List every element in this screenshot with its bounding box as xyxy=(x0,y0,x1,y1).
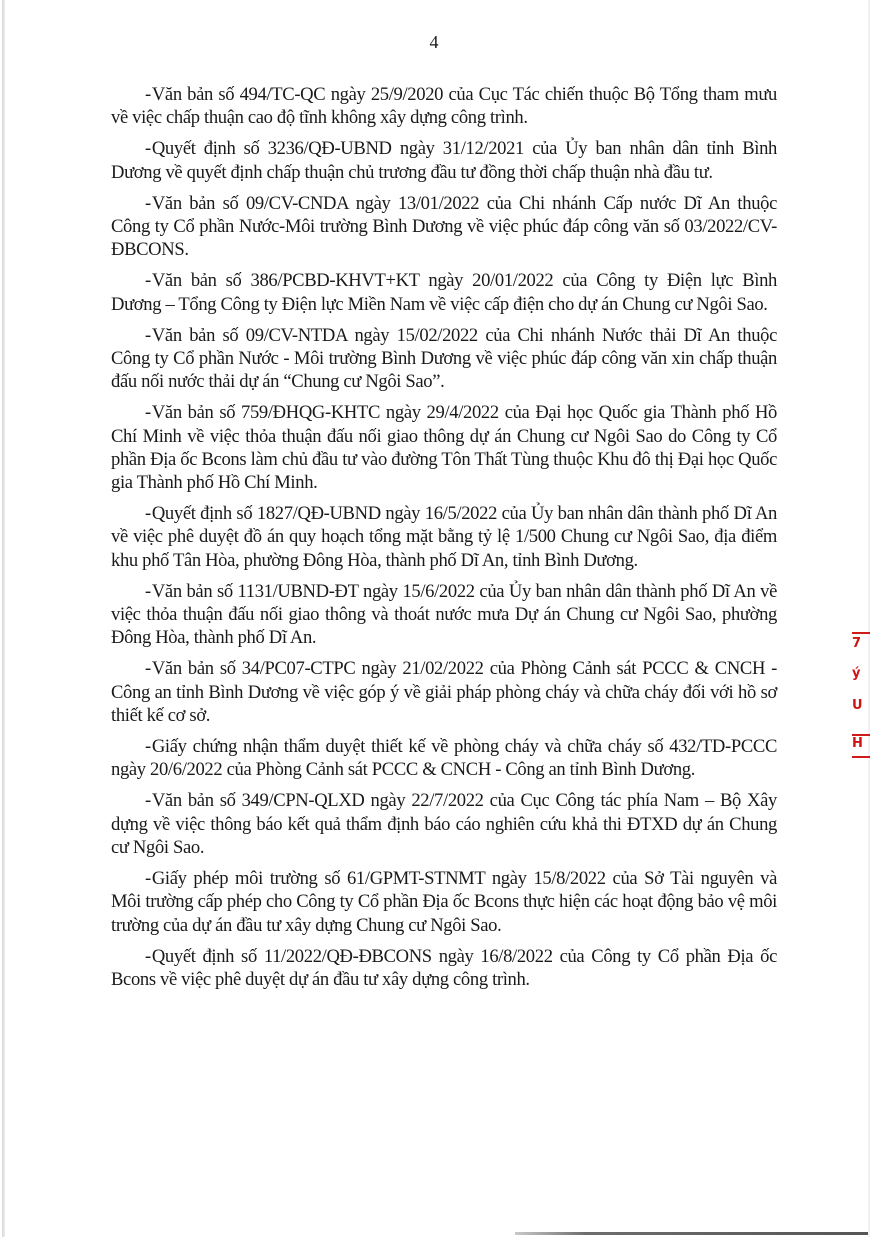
bullet-dash: - xyxy=(145,868,151,890)
bullet-dash: - xyxy=(145,790,151,812)
bullet-dash: - xyxy=(145,324,151,346)
paragraph-13 xyxy=(111,945,777,991)
bullet-dash: - xyxy=(145,658,151,680)
stamp-line xyxy=(852,756,870,758)
page-bottom-edge-shadow xyxy=(515,1232,868,1235)
paragraph-text: Quyết định số 3236/QĐ-UBND ngày 31/12/2021 của Ủy ban nhân dân tỉnh Bình Dương về quyết định chấp thuận chủ trương đầu tư đồng thời chấp thuận nhà đầu tư. xyxy=(111,138,777,183)
bullet-dash: - xyxy=(145,580,151,602)
stamp-glyph: H xyxy=(852,736,863,751)
bullet-dash: - xyxy=(145,138,151,160)
paragraph-text: Văn bản số 1131/UBND-ĐT ngày 15/6/2022 của Ủy ban nhân dân thành phố Dĩ An về việc thỏa thuận đấu nối giao thông và thoát nước mưa Dự án Chung cư Ngôi Sao, phường Đông Hòa, thành phố Dĩ An. xyxy=(111,580,777,649)
stamp-line xyxy=(852,632,870,634)
paragraph-text: Văn bản số 09/CV-NTDA ngày 15/02/2022 của Chi nhánh Nước thải Dĩ An thuộc Công ty Cổ phần Nước - Môi trường Bình Dương về việc phúc đáp công văn xin chấp thuận đấu nối nước thải dự án “Chung cư Ngôi Sao”. xyxy=(111,324,777,393)
bullet-dash: - xyxy=(145,270,151,292)
bullet-dash: - xyxy=(145,945,151,967)
paragraph-text: Văn bản số 09/CV-CNDA ngày 13/01/2022 của Chi nhánh Cấp nước Dĩ An thuộc Công ty Cổ phần Nước-Môi trường Bình Dương về việc phúc đáp công văn số 03/2022/CV-ĐBCONS. xyxy=(111,192,777,261)
paragraph-3 xyxy=(111,192,777,262)
page-number-text: 4 xyxy=(429,32,439,52)
paragraph-6 xyxy=(111,401,777,494)
stamp-glyph: U xyxy=(852,698,863,713)
paragraph-text: Văn bản số 494/TC-QC ngày 25/9/2020 của Cục Tác chiến thuộc Bộ Tổng tham mưu về việc chấp thuận cao độ tĩnh không xây dựng công trình. xyxy=(111,84,777,129)
paragraph-4 xyxy=(111,269,777,315)
bullet-dash: - xyxy=(145,192,151,214)
paragraph-1 xyxy=(111,83,777,129)
paragraph-10 xyxy=(111,735,777,781)
paragraph-text: Văn bản số 349/CPN-QLXD ngày 22/7/2022 của Cục Công tác phía Nam – Bộ Xây dựng về việc thông báo kết quả thẩm định báo cáo nghiên cứu khả thi ĐTXD dự án Chung cư Ngôi Sao. xyxy=(111,790,777,858)
bullet-dash: - xyxy=(145,736,151,758)
paragraph-text: Giấy chứng nhận thẩm duyệt thiết kế về phòng cháy và chữa cháy số 432/TD-PCCC ngày 20/6/2022 của Phòng Cảnh sát PCCC & CNCH - Công an tỉnh Bình Dương. xyxy=(111,736,777,781)
stamp-glyph: 7 xyxy=(852,636,862,651)
paragraph-7 xyxy=(111,502,777,572)
paragraph-8 xyxy=(111,580,777,650)
paragraph-5 xyxy=(111,324,777,394)
stamp-glyph: ý xyxy=(852,666,861,681)
bullet-dash: - xyxy=(145,84,151,105)
bullet-dash: - xyxy=(145,503,151,525)
paragraph-text: Quyết định số 1827/QĐ-UBND ngày 16/5/2022 của Ủy ban nhân dân thành phố Dĩ An về việc phê duyệt đồ án quy hoạch tổng mặt bằng tỷ lệ 1/500 Chung cư Ngôi Sao, địa điểm khu phố Tân Hòa, phường Đông Hòa, thành phố Dĩ An, tỉnh Bình Dương. xyxy=(111,503,777,571)
paragraph-12 xyxy=(111,867,777,937)
paragraph-11 xyxy=(111,789,777,859)
page-left-edge-shadow xyxy=(2,0,5,1237)
page-number xyxy=(0,32,870,53)
paragraph-9 xyxy=(111,657,777,727)
paragraph-text: Quyết định số 11/2022/QĐ-ĐBCONS ngày 16/8/2022 của Công ty Cổ phần Địa ốc Bcons về việc phê duyệt dự án đầu tư xây dựng công trình. xyxy=(111,945,777,990)
document-body xyxy=(111,83,777,999)
bullet-dash: - xyxy=(145,402,151,424)
paragraph-text: Giấy phép môi trường số 61/GPMT-STNMT ngày 15/8/2022 của Sở Tài nguyên và Môi trường cấp phép cho Công ty Cổ phần Địa ốc Bcons thực hiện các hoạt động bảo vệ môi trường của dự án đầu tư xây dựng Chung cư Ngôi Sao. xyxy=(111,868,777,936)
paragraph-2 xyxy=(111,137,777,183)
paragraph-text: Văn bản số 386/PCBD-KHVT+KT ngày 20/01/2022 của Công ty Điện lực Bình Dương – Tổng Công ty Điện lực Miền Nam về việc cấp điện cho dự án Chung cư Ngôi Sao. xyxy=(111,270,777,315)
paragraph-text: Văn bản số 34/PC07-CTPC ngày 21/02/2022 của Phòng Cảnh sát PCCC & CNCH - Công an tỉnh Bình Dương về việc góp ý về giải pháp phòng cháy và chữa cháy đối với hồ sơ thiết kế cơ sở. xyxy=(111,658,777,726)
red-seal-stamp-fragment xyxy=(852,628,870,768)
paragraph-text: Văn bản số 759/ĐHQG-KHTC ngày 29/4/2022 của Đại học Quốc gia Thành phố Hồ Chí Minh về việc thỏa thuận đấu nối giao thông dự án Chung cư Ngôi Sao do Công ty Cổ phần Địa ốc Bcons làm chủ đầu tư vào đường Tôn Thất Tùng thuộc Khu đô thị Đại học Quốc gia Thành phố Hồ Chí Minh. xyxy=(111,402,777,494)
